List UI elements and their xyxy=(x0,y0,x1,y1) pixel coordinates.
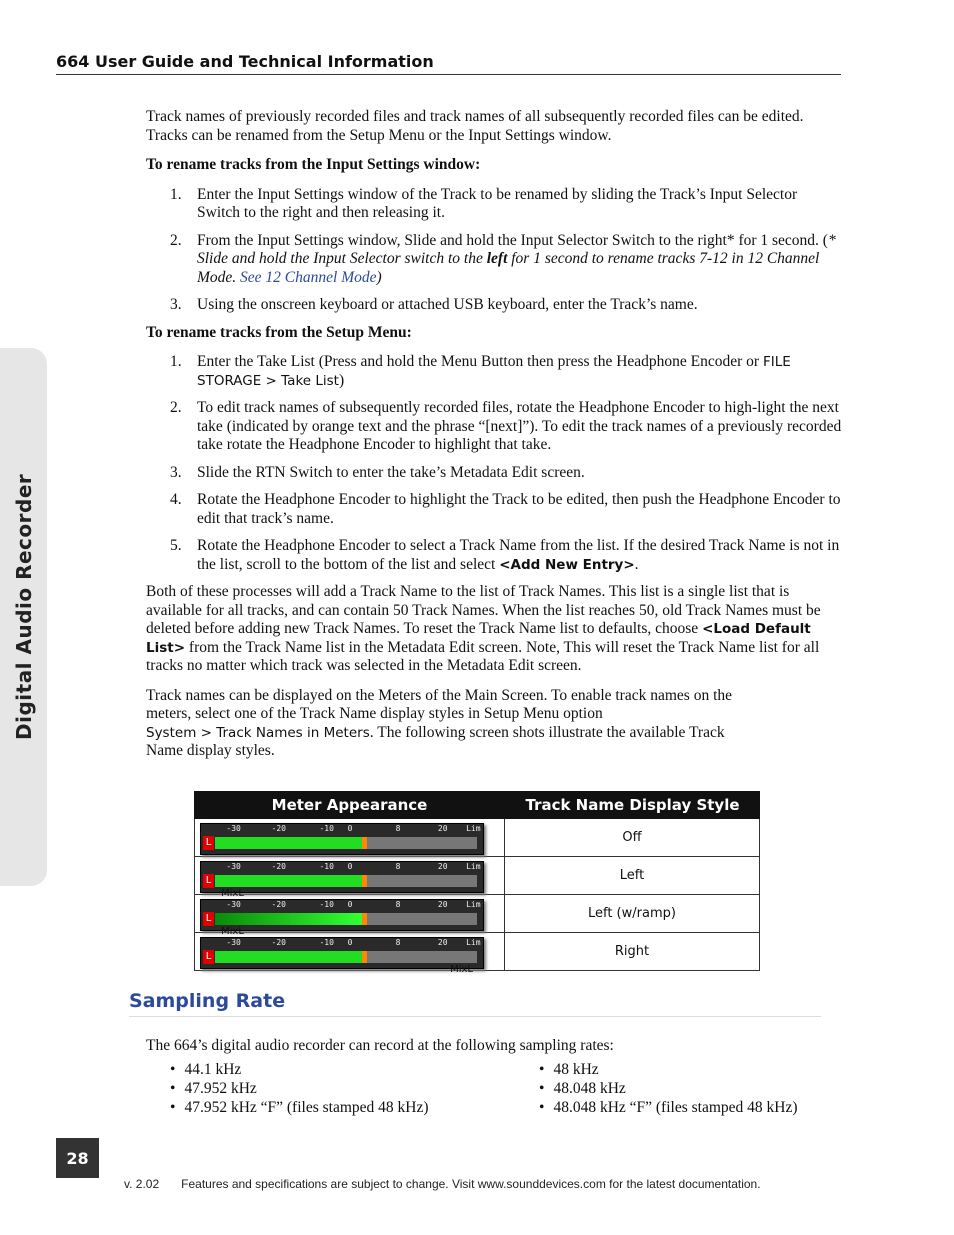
page-number: 28 xyxy=(56,1138,99,1178)
step-note: * Slide and hold the Input Selector switch to the xyxy=(197,231,836,267)
menu-option: <Add New Entry> xyxy=(499,556,635,573)
scale-tick-label: 8 xyxy=(395,824,401,833)
table-header xyxy=(194,791,760,819)
channel-badge: L xyxy=(203,836,214,850)
list-item: • 47.952 kHz xyxy=(170,1080,429,1099)
table-body xyxy=(194,819,760,975)
meter-level-fill xyxy=(215,951,362,963)
meter-screenshot xyxy=(200,861,484,899)
step-text: Rotate the Headphone Encoder to highlight the Track to be edited, then push the Headphone Encoder to edit that track’s name. xyxy=(197,491,841,527)
scale-tick-label: 20 xyxy=(437,862,448,871)
display-style-table xyxy=(194,791,760,975)
list-item xyxy=(146,232,842,288)
footer-note: Features and specifications are subject to change. Visit www.sounddevices.com for the latest documentation. xyxy=(181,1177,761,1191)
list-item xyxy=(146,399,842,455)
paragraph-part: . The following screen shots illustrate the available Track Name display styles. xyxy=(146,723,725,759)
meter-screenshot xyxy=(200,937,484,975)
meter-cell xyxy=(195,895,505,937)
column-header-style: Track Name Display Style xyxy=(525,796,740,814)
scale-tick-label: -10 xyxy=(319,824,334,833)
scale-tick-label: -30 xyxy=(226,824,241,833)
meter-track-name: MixL xyxy=(450,964,473,975)
sampling-list-left xyxy=(170,1061,429,1117)
paragraph-part: Both of these processes will add a Track Name to the list of Track Names. This list is a single list that is available for all tracks, and can contain 50 Track Names. When the list reaches 50, old Track Names must be deleted before adding new Track Names. To reset the Track Name list to defaults, choose xyxy=(146,583,821,637)
scale-tick-label: 20 xyxy=(437,900,448,909)
list-item xyxy=(146,491,842,528)
meter-bar xyxy=(215,837,477,849)
table-row xyxy=(194,819,760,857)
step-number: 1. xyxy=(170,185,182,203)
step-note: ) xyxy=(376,268,382,286)
scale-tick-label: -10 xyxy=(319,862,334,871)
track-list-paragraph xyxy=(146,583,842,676)
sampling-intro: The 664’s digital audio recorder can record at the following sampling rates: xyxy=(146,1037,614,1054)
scale-tick-label: Lim xyxy=(466,900,481,909)
meter-scale xyxy=(201,900,483,910)
list-item: • 47.952 kHz “F” (files stamped 48 kHz) xyxy=(170,1099,429,1118)
display-style-label: Left (w/ramp) xyxy=(587,906,676,921)
scale-tick-label: Lim xyxy=(466,938,481,947)
scale-tick-label: -30 xyxy=(226,938,241,947)
footer xyxy=(124,1177,761,1191)
step-text-part: Enter the Take List (Press and hold the Menu Button then press the Headphone Encoder or xyxy=(197,353,763,370)
step-text-part: . xyxy=(634,555,639,573)
list-item: • 48.048 kHz “F” (files stamped 48 kHz) xyxy=(539,1099,798,1118)
running-header: 664 User Guide and Technical Information xyxy=(56,52,841,75)
version: v. 2.02 xyxy=(124,1177,160,1191)
list-item xyxy=(146,186,842,223)
channel-badge: L xyxy=(203,912,214,926)
meter-bar xyxy=(215,913,477,937)
peak-indicator xyxy=(362,951,367,963)
scale-tick-label: -20 xyxy=(271,900,286,909)
meter-screenshot xyxy=(200,823,484,855)
display-styles-paragraph xyxy=(146,687,746,761)
peak-indicator xyxy=(362,837,367,849)
meter-level-fill xyxy=(215,875,362,887)
list-item xyxy=(146,353,842,390)
table-row xyxy=(194,857,760,899)
meter-scale xyxy=(201,938,483,948)
meter-cell xyxy=(195,857,505,899)
scale-tick-label: -30 xyxy=(226,900,241,909)
see-12-channel-link[interactable]: See 12 Channel Mode xyxy=(240,268,377,286)
step-text xyxy=(197,537,842,574)
scale-tick-label: 0 xyxy=(347,900,353,909)
step-text-part: Rotate the Headphone Encoder to select a Track Name from the list. If the desired Track Name is not in the list, scroll to the bottom of the list and select xyxy=(197,537,840,573)
step-number: 5. xyxy=(170,537,182,554)
step-note-emphasis: left xyxy=(486,250,508,267)
paragraph-part: Track names can be displayed on the Meters of the Main Screen. To enable track names on the meters, select one of the Track Name display styles in Setup Menu option xyxy=(146,686,733,722)
scale-tick-label: 20 xyxy=(437,938,448,947)
menu-path: System > Track Names in Meters xyxy=(146,724,370,741)
side-tab-label: Digital Audio Recorder xyxy=(12,473,36,740)
step-text: To edit track names of subsequently recorded files, rotate the Headphone Encoder to high-light the next take (indicated by orange text and the phrase “[next]”). To edit the track names of a previously recorded take rotate the Headphone Encoder to highlight that take. xyxy=(197,399,842,453)
section-title: Sampling Rate xyxy=(129,990,821,1017)
meter-scale xyxy=(201,862,483,872)
column-header-meter: Meter Appearance xyxy=(271,796,428,814)
meter-bar xyxy=(215,875,477,899)
channel-badge: L xyxy=(203,874,214,888)
input-settings-heading: To rename tracks from the Input Settings window: xyxy=(146,156,481,173)
meter-cell xyxy=(195,933,505,975)
list-item: • 44.1 kHz xyxy=(170,1061,429,1080)
display-style-label: Right xyxy=(614,944,650,959)
scale-tick-label: 8 xyxy=(395,938,401,947)
step-text: Enter the Input Settings window of the Track to be renamed by sliding the Track’s Input Selector Switch to the right and then releasing it. xyxy=(197,185,798,221)
menu-option: <Load Default List> xyxy=(146,621,811,656)
step-text-part: ) xyxy=(338,371,345,389)
list-item xyxy=(146,464,842,483)
scale-tick-label: -30 xyxy=(226,862,241,871)
step-text-part: From the Input Settings window, Slide and hold the Input Selector Switch to the right* for 1 second. ( xyxy=(197,231,828,249)
meter-bar xyxy=(215,951,477,975)
step-number: 1. xyxy=(170,353,182,370)
main-content xyxy=(146,108,842,772)
scale-tick-label: Lim xyxy=(466,824,481,833)
paragraph-part: from the Track Name list in the Metadata Edit screen. Note, This will reset the Track Name list for all tracks no matter which track was selected in the Metadata Edit screen. xyxy=(146,638,820,674)
intro-paragraph: Track names of previously recorded files and track names of all subsequently recorded files can be edited. Tracks can be renamed from the Setup Menu or the Input Settings window. xyxy=(146,108,804,144)
step-number: 4. xyxy=(170,491,182,508)
scale-tick-label: 0 xyxy=(347,938,353,947)
menu-path: FILE STORAGE > Take List xyxy=(197,354,791,389)
meter-cell xyxy=(195,819,505,856)
meter-scale xyxy=(201,824,483,834)
meter-track-name: MixL xyxy=(221,926,244,937)
list-item xyxy=(146,537,842,574)
meter-screenshot xyxy=(200,899,484,937)
peak-indicator xyxy=(362,875,367,887)
step-number: 3. xyxy=(170,463,182,481)
step-note: for 1 second to rename tracks 7-12 in 12 Channel Mode. xyxy=(197,250,820,286)
meter-track-name: MixL xyxy=(221,888,244,899)
scale-tick-label: 20 xyxy=(437,824,448,833)
table-row xyxy=(194,895,760,937)
scale-tick-label: Lim xyxy=(466,862,481,871)
scale-tick-label: -20 xyxy=(271,824,286,833)
step-number: 2. xyxy=(170,399,182,416)
display-style-label: Left xyxy=(619,868,645,883)
table-row xyxy=(194,933,760,975)
scale-tick-label: -10 xyxy=(319,900,334,909)
step-text xyxy=(197,232,842,288)
step-text xyxy=(197,353,842,390)
step-text: Using the onscreen keyboard or attached USB keyboard, enter the Track’s name. xyxy=(197,296,698,313)
scale-tick-label: 8 xyxy=(395,862,401,871)
step-number: 2. xyxy=(170,231,182,249)
scale-tick-label: -10 xyxy=(319,938,334,947)
scale-tick-label: -20 xyxy=(271,938,286,947)
meter-level-fill xyxy=(215,913,362,925)
step-text: Slide the RTN Switch to enter the take’s Metadata Edit screen. xyxy=(197,463,585,481)
setup-menu-heading: To rename tracks from the Setup Menu: xyxy=(146,323,412,341)
scale-tick-label: 0 xyxy=(347,824,353,833)
meter-level-fill xyxy=(215,837,362,849)
step-number: 3. xyxy=(170,296,182,313)
peak-indicator xyxy=(362,913,367,925)
display-style-label: Off xyxy=(622,830,642,845)
scale-tick-label: 0 xyxy=(347,862,353,871)
list-item: • 48.048 kHz xyxy=(539,1080,798,1099)
list-item xyxy=(146,296,842,315)
scale-tick-label: -20 xyxy=(271,862,286,871)
sampling-list-right xyxy=(539,1061,798,1117)
channel-badge: L xyxy=(203,950,214,964)
list-item: • 48 kHz xyxy=(539,1061,798,1080)
scale-tick-label: 8 xyxy=(395,900,401,909)
